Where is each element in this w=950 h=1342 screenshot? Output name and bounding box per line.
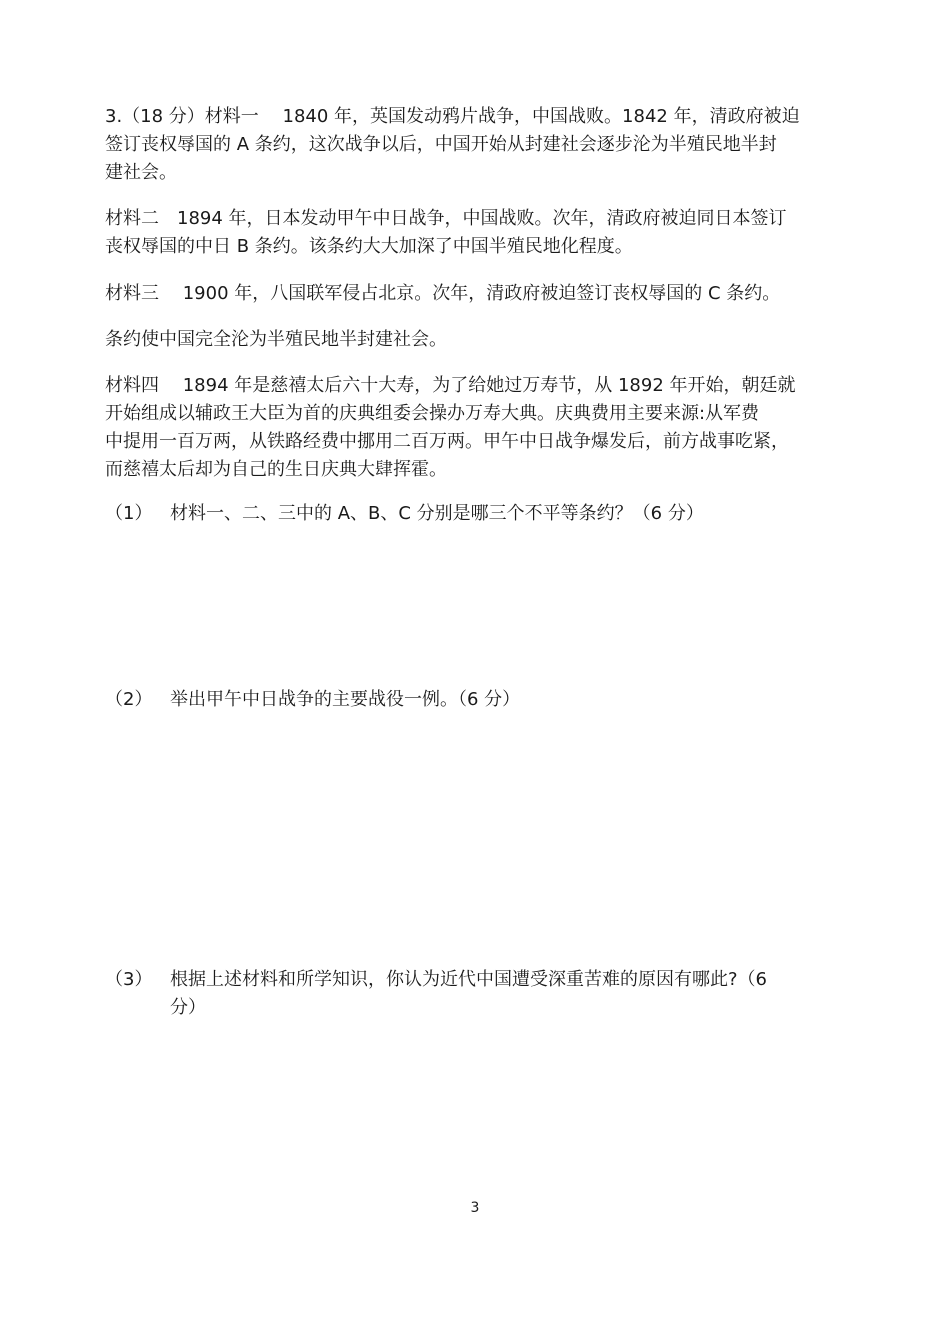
sub-question-2-text: 举出甲午中日战争的主要战役一例。（6 分）: [170, 689, 521, 710]
sub-question-1-number: （1）: [105, 503, 153, 524]
material-four-line-2: 开始组成以辅政王大臣为首的庆典组委会操办万寿大典。庆典费用主要来源:从军费: [105, 403, 760, 424]
sub-question-2-number: （2）: [105, 689, 153, 710]
material-two-line-1: 材料二 1894 年，日本发动甲午中日战争，中国战败。次年，清政府被迫同日本签订: [105, 208, 787, 229]
sub-question-3-text-line-1: 根据上述材料和所学知识，你认为近代中国遭受深重苦难的原因有哪此?（6: [170, 969, 768, 990]
page-number: 3: [470, 1200, 480, 1216]
material-one-line-2: 签订丧权辱国的 A 条约，这次战争以后，中国开始从封建社会逐步沦为半殖民地半封: [105, 134, 777, 155]
sub-question-3-number: （3）: [105, 969, 153, 990]
material-four-line-3: 中提用一百万两，从铁路经费中挪用二百万两。甲午中日战争爆发后，前方战事吃紧，: [105, 431, 789, 452]
sub-question-1-text: 材料一、二、三中的 A、B、C 分别是哪三个不平等条约？（6 分）: [170, 503, 704, 524]
sub-question-3-text-line-2: 分）: [170, 997, 206, 1018]
material-four-line-1: 材料四 1894 年是慈禧太后六十大寿，为了给她过万寿节，从 1892 年开始，朝廷就: [105, 375, 796, 396]
material-three-line-2: 条约使中国完全沦为半殖民地半封建社会。: [105, 329, 447, 350]
material-two-line-2: 丧权辱国的中日 B 条约。该条约大大加深了中国半殖民地化程度。: [105, 236, 633, 257]
material-one-line-1: 3.（18 分）材料一 1840 年，英国发动鸦片战争，中国战败。1842 年，清政府被迫: [105, 106, 800, 127]
material-three-line-1: 材料三 1900 年，八国联军侵占北京。次年，清政府被迫签订丧权辱国的 C 条约。: [105, 283, 781, 304]
material-one-line-3: 建社会。: [105, 162, 177, 183]
material-four-line-4: 而慈禧太后却为自己的生日庆典大肆挥霍。: [105, 459, 447, 480]
